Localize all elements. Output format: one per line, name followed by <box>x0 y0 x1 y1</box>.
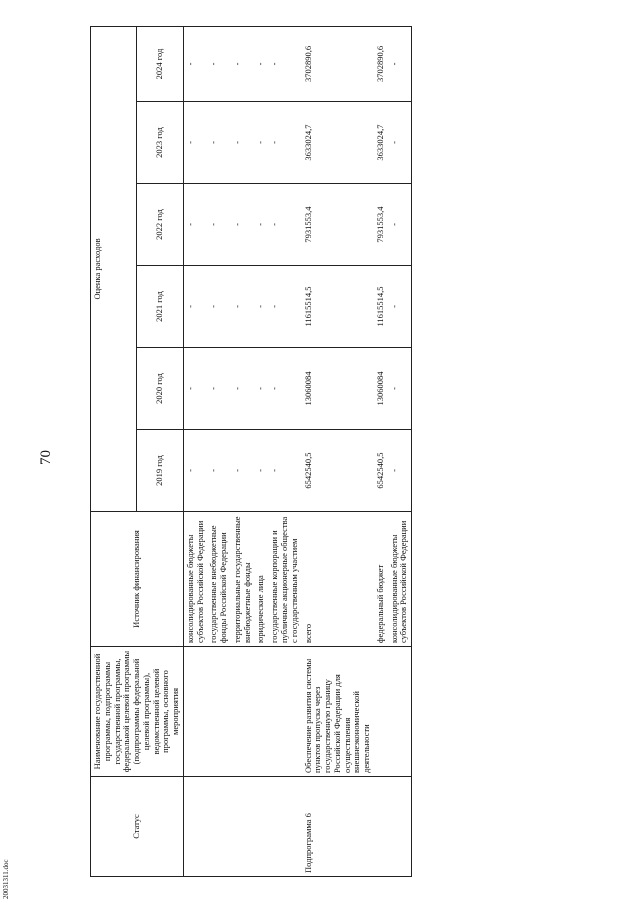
header-status: Статус <box>91 777 184 877</box>
cell-value: 3702890,6 <box>374 26 388 101</box>
table-header <box>91 26 184 876</box>
cell-source: государственные корпорации и публичные акционерные общества с государственным участием <box>268 512 301 647</box>
header-source: Источник финансирования <box>91 512 184 647</box>
financing-table <box>90 26 412 877</box>
cell-status: Подпрограмма 6 <box>302 777 374 877</box>
cell-value: 13060084 <box>302 348 374 430</box>
cell-value: - <box>388 184 412 266</box>
cell-status <box>388 777 412 877</box>
cell-value: - <box>254 184 268 266</box>
cell-value: - <box>207 266 231 348</box>
cell-source: консолидированные бюджеты субъектов Российской Федерации <box>388 512 412 647</box>
cell-status <box>183 777 207 877</box>
cell-value: - <box>268 348 301 430</box>
cell-value: 3633024,7 <box>374 102 388 184</box>
cell-name <box>207 647 231 777</box>
cell-value: - <box>231 266 255 348</box>
cell-value: 13060084 <box>374 348 388 430</box>
table-row <box>207 26 231 876</box>
header-year: 2020 год <box>137 348 183 430</box>
cell-value: - <box>254 26 268 101</box>
cell-name <box>268 647 301 777</box>
cell-source: консолидированные бюджеты субъектов Российской Федерации <box>183 512 207 647</box>
table-row <box>231 26 255 876</box>
cell-value: - <box>183 102 207 184</box>
cell-name <box>254 647 268 777</box>
header-name: Наименование государственной программы, подпрограммы государственной программы, федеральной целевой программы (подпрограммы федеральной целевой программы), ведомственной целевой программы, основного мероприятия <box>91 647 184 777</box>
cell-value: 3702890,6 <box>302 26 374 101</box>
cell-value: - <box>254 102 268 184</box>
cell-value: - <box>207 348 231 430</box>
cell-value: - <box>207 26 231 101</box>
cell-value: - <box>183 348 207 430</box>
cell-status <box>231 777 255 877</box>
table-row <box>388 26 412 876</box>
cell-value: - <box>268 266 301 348</box>
header-year: 2019 год <box>137 430 183 512</box>
table-body <box>183 26 411 876</box>
cell-value: - <box>183 26 207 101</box>
cell-value: - <box>254 348 268 430</box>
cell-source: юридические лица <box>254 512 268 647</box>
cell-value: 7931553,4 <box>374 184 388 266</box>
cell-value: 7931553,4 <box>302 184 374 266</box>
cell-name <box>388 647 412 777</box>
page-number: 70 <box>38 450 54 465</box>
document-footer: 20031311.doc <box>2 859 10 899</box>
header-estimate: Оценка расходов <box>91 26 137 511</box>
cell-source: территориальные государственные внебюджетные фонды <box>231 512 255 647</box>
cell-value: - <box>388 266 412 348</box>
header-year: 2021 год <box>137 266 183 348</box>
cell-status <box>374 777 388 877</box>
cell-value: 11615514,5 <box>302 266 374 348</box>
cell-value: 11615514,5 <box>374 266 388 348</box>
cell-value: 6542540,5 <box>374 430 388 512</box>
cell-value: - <box>207 430 231 512</box>
cell-name <box>231 647 255 777</box>
cell-value: 3633024,7 <box>302 102 374 184</box>
cell-status <box>207 777 231 877</box>
cell-value: - <box>268 430 301 512</box>
cell-name: Обеспечение развития системы пунктов пропуска через государственную границу Российской Федерации для осуществления внешнеэкономической деятельности <box>302 647 374 777</box>
cell-source: всего <box>302 512 374 647</box>
cell-name <box>374 647 388 777</box>
cell-value: - <box>207 184 231 266</box>
cell-value: - <box>268 102 301 184</box>
table-row <box>374 26 388 876</box>
table-row <box>302 26 374 876</box>
cell-source: федеральный бюджет <box>374 512 388 647</box>
cell-value: - <box>254 266 268 348</box>
table-row <box>268 26 301 876</box>
cell-value: - <box>388 430 412 512</box>
table-row <box>183 26 207 876</box>
cell-value: - <box>207 102 231 184</box>
header-year: 2023 год <box>137 102 183 184</box>
cell-value: - <box>183 184 207 266</box>
cell-value: - <box>231 184 255 266</box>
cell-value: - <box>268 26 301 101</box>
cell-value: - <box>183 430 207 512</box>
cell-value: - <box>388 348 412 430</box>
table-row <box>254 26 268 876</box>
cell-source: государственные внебюджетные фонды Российской Федерации <box>207 512 231 647</box>
cell-value: - <box>231 348 255 430</box>
cell-status <box>254 777 268 877</box>
header-year: 2022 год <box>137 184 183 266</box>
cell-value: - <box>388 26 412 101</box>
cell-value: - <box>388 102 412 184</box>
cell-value: - <box>231 26 255 101</box>
cell-value: - <box>231 102 255 184</box>
cell-value: - <box>183 266 207 348</box>
header-year: 2024 год <box>137 26 183 101</box>
cell-value: - <box>254 430 268 512</box>
cell-status <box>268 777 301 877</box>
cell-value: - <box>231 430 255 512</box>
cell-value: 6542540,5 <box>302 430 374 512</box>
cell-value: - <box>268 184 301 266</box>
cell-name <box>183 647 207 777</box>
